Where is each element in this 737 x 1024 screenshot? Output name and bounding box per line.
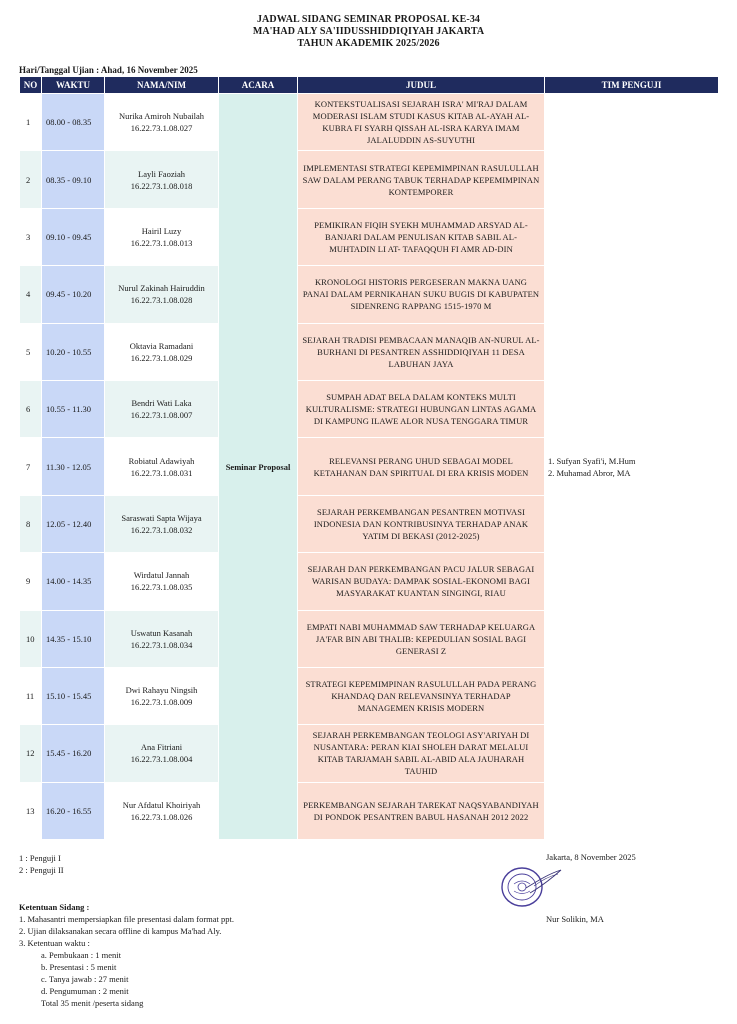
rule-total: Total 35 menit /peserta sidang [41,998,144,1008]
row-student [105,266,219,323]
student-name: Oktavia Ramadani [129,340,194,351]
col-header-acara: ACARA [219,77,298,94]
row-title: EMPATI NABI MUHAMMAD SAW TERHADAP KELUARGA JA'FAR BIN ABI THALIB: KEPEDULIAN SOSIAL BAGI GENERASI Z [298,610,545,667]
row-student [105,667,219,724]
header-institution: MA'HAD ALY SA'IIDUSSHIDDIQIYAH JAKARTA [252,26,485,37]
legend-item: 2 : Penguji II [19,865,64,875]
row-student [105,553,219,610]
examiner-name: 1. Sufyan Syafi'i, M.Hum [548,455,636,466]
header-academic-year: TAHUN AKADEMIK 2025/2026 [297,38,440,49]
student-name: Bendri Wati Laka [131,398,192,409]
row-student [105,495,219,552]
row-student [105,782,219,839]
row-number: 6 [20,380,42,437]
student-name: Hairil Luzy [141,225,182,236]
row-student [105,94,219,151]
row-number: 2 [20,151,42,208]
row-time: 16.20 - 16.55 [42,782,105,839]
rules-title: Ketentuan Sidang : [19,902,90,912]
row-title: SEJARAH PERKEMBANGAN PESANTREN MOTIVASI INDONESIA DAN KONTRIBUSINYA TERHADAP ANAK YATIM DI BEKASI (2012-2025) [298,495,545,552]
signer-name: Nur Solikin, MA [546,914,604,924]
row-time: 14.00 - 14.35 [42,553,105,610]
row-number: 10 [20,610,42,667]
student-nim: 16.22.73.1.08.004 [130,754,193,765]
col-header-tim: TIM PENGUJI [545,77,719,94]
row-student [105,323,219,380]
event-type: Seminar Proposal [219,94,298,840]
col-header-no: NO [20,77,42,94]
row-number: 4 [20,266,42,323]
student-name: Uswatun Kasanah [130,627,193,638]
row-title: KONTEKSTUALISASI SEJARAH ISRA' MI'RAJ DALAM MODERASI ISLAM STUDI KASUS KITAB AL-AYAH AL-KUBRA FI SYARH QISSAH AL-ISRA KARYA IMAM JALALUDDIN AS-SUYUTHI [298,94,545,151]
row-number: 8 [20,495,42,552]
row-title: STRATEGI KEPEMIMPINAN RASULULLAH PADA PERANG KHANDAQ DAN RELEVANSINYA TERHADAP MANAGEMEN KRISIS MODERN [298,667,545,724]
row-number: 3 [20,208,42,265]
student-name: Layli Faoziah [138,168,185,179]
examiner-name: 2. Muhamad Abror, MA [548,467,631,478]
col-header-nama: NAMA/NIM [105,77,219,94]
rule-item: 3. Ketentuan waktu : [19,938,90,948]
row-student [105,438,219,495]
row-time: 10.20 - 10.55 [42,323,105,380]
table-header-row [20,77,719,94]
student-name: Saraswati Sapta Wijaya [121,512,202,523]
student-nim: 16.22.73.1.08.032 [130,524,193,535]
student-name: Nurul Zakinah Hairuddin [118,283,205,294]
student-name: Robiatul Adawiyah [128,455,195,466]
row-student [105,725,219,782]
row-time: 15.45 - 16.20 [42,725,105,782]
row-time: 14.35 - 15.10 [42,610,105,667]
row-number: 13 [20,782,42,839]
rule-subitem: d. Pengumuman : 2 menit [41,986,129,996]
student-nim: 16.22.73.1.08.018 [130,180,193,191]
exam-date: Hari/Tanggal Ujian : Ahad, 16 November 2025 [19,65,198,75]
row-time: 08.35 - 09.10 [42,151,105,208]
examiner-team [545,94,719,840]
row-title: PEMIKIRAN FIQIH SYEKH MUHAMMAD ARSYAD AL-BANJARI DALAM PENULISAN KITAB SABIL AL-MUHTADIN LI AT- TAFAQQUH FI AMR AD-DIN [298,208,545,265]
row-time: 08.00 - 08.35 [42,94,105,151]
student-nim: 16.22.73.1.08.034 [130,639,193,650]
student-nim: 16.22.73.1.08.031 [130,467,193,478]
col-header-judul: JUDUL [298,77,545,94]
student-nim: 16.22.73.1.08.027 [130,123,193,134]
header-title: JADWAL SIDANG SEMINAR PROPOSAL KE-34 [256,14,481,25]
rule-item: 2. Ujian dilaksanakan secara offline di kampus Ma'had Aly. [19,926,222,936]
student-nim: 16.22.73.1.08.035 [130,582,193,593]
row-time: 11.30 - 12.05 [42,438,105,495]
student-nim: 16.22.73.1.08.013 [130,237,193,248]
row-number: 7 [20,438,42,495]
rule-subitem: b. Presentasi : 5 menit [41,962,117,972]
student-name: Nur Afdatul Khoiriyah [122,799,201,810]
row-title: SUMPAH ADAT BELA DALAM KONTEKS MULTI KULTURALISME: STRATEGI HUBUNGAN LINTAS AGAMA DI KAMPUNG ILAWE ALOR NUSA TENGGARA TIMUR [298,380,545,437]
row-time: 12.05 - 12.40 [42,495,105,552]
row-number: 9 [20,553,42,610]
signature-place-date: Jakarta, 8 November 2025 [546,852,636,862]
student-name: Dwi Rahayu Ningsih [125,685,198,696]
row-number: 5 [20,323,42,380]
row-title: KRONOLOGI HISTORIS PERGESERAN MAKNA UANG PANAI DALAM PERNIKAHAN SUKU BUGIS DI KABUPATEN SIDENRENG RAPPANG 1515-1970 M [298,266,545,323]
rule-item: 1. Mahasantri mempersiapkan file presentasi dalam format ppt. [19,914,235,924]
student-nim: 16.22.73.1.08.026 [130,811,193,822]
row-title: RELEVANSI PERANG UHUD SEBAGAI MODEL KETAHANAN DAN SPIRITUAL DI ERA KRISIS MODEN [298,438,545,495]
row-number: 1 [20,94,42,151]
row-number: 11 [20,667,42,724]
row-time: 09.10 - 09.45 [42,208,105,265]
table-row [20,94,719,151]
examiner-legend [19,852,64,876]
row-time: 10.55 - 11.30 [42,380,105,437]
col-header-waktu: WAKTU [42,77,105,94]
student-nim: 16.22.73.1.08.029 [130,352,193,363]
document-header [0,14,737,50]
row-title: SEJARAH TRADISI PEMBACAAN MANAQIB AN-NURUL AL-BURHANI DI PESANTREN ASSHIDDIQIYAH 11 DESA LABUHAN JAYA [298,323,545,380]
student-name: Ana Fitriani [140,742,183,753]
student-nim: 16.22.73.1.08.028 [130,295,193,306]
student-nim: 16.22.73.1.08.009 [130,697,193,708]
exam-rules [19,901,234,1009]
row-title: PERKEMBANGAN SEJARAH TAREKAT NAQSYABANDIYAH DI PONDOK PESANTREN BABUL HASANAH 2012 2022 [298,782,545,839]
row-student [105,380,219,437]
row-number: 12 [20,725,42,782]
schedule-table [19,76,719,840]
row-student [105,208,219,265]
row-student [105,610,219,667]
student-name: Nurika Amiroh Nubailah [119,111,204,122]
row-title: SEJARAH PERKEMBANGAN TEOLOGI ASY'ARIYAH DI NUSANTARA: PERAN KIAI SHOLEH DARAT MELALUI KITAB TARJAMAH SABIL AL-ABID ALA JAUHARAH TAUHID [298,725,545,782]
institution-stamp [500,860,562,912]
legend-item: 1 : Penguji I [19,853,61,863]
row-time: 15.10 - 15.45 [42,667,105,724]
row-title: SEJARAH DAN PERKEMBANGAN PACU JALUR SEBAGAI WARISAN BUDAYA: DAMPAK SOSIAL-EKONOMI BAGI MASYARAKAT KUANTAN SINGINGI, RIAU [298,553,545,610]
rule-subitem: c. Tanya jawab : 27 menit [41,974,129,984]
student-name: Wirdatul Jannah [133,570,190,581]
row-student [105,151,219,208]
row-time: 09.45 - 10.20 [42,266,105,323]
student-nim: 16.22.73.1.08.007 [130,410,193,421]
row-title: IMPLEMENTASI STRATEGI KEPEMIMPINAN RASULULLAH SAW DALAM PERANG TABUK TERHADAP KEPEMIMPINAN KONTEMPORER [298,151,545,208]
rule-subitem: a. Pembukaan : 1 menit [41,950,122,960]
